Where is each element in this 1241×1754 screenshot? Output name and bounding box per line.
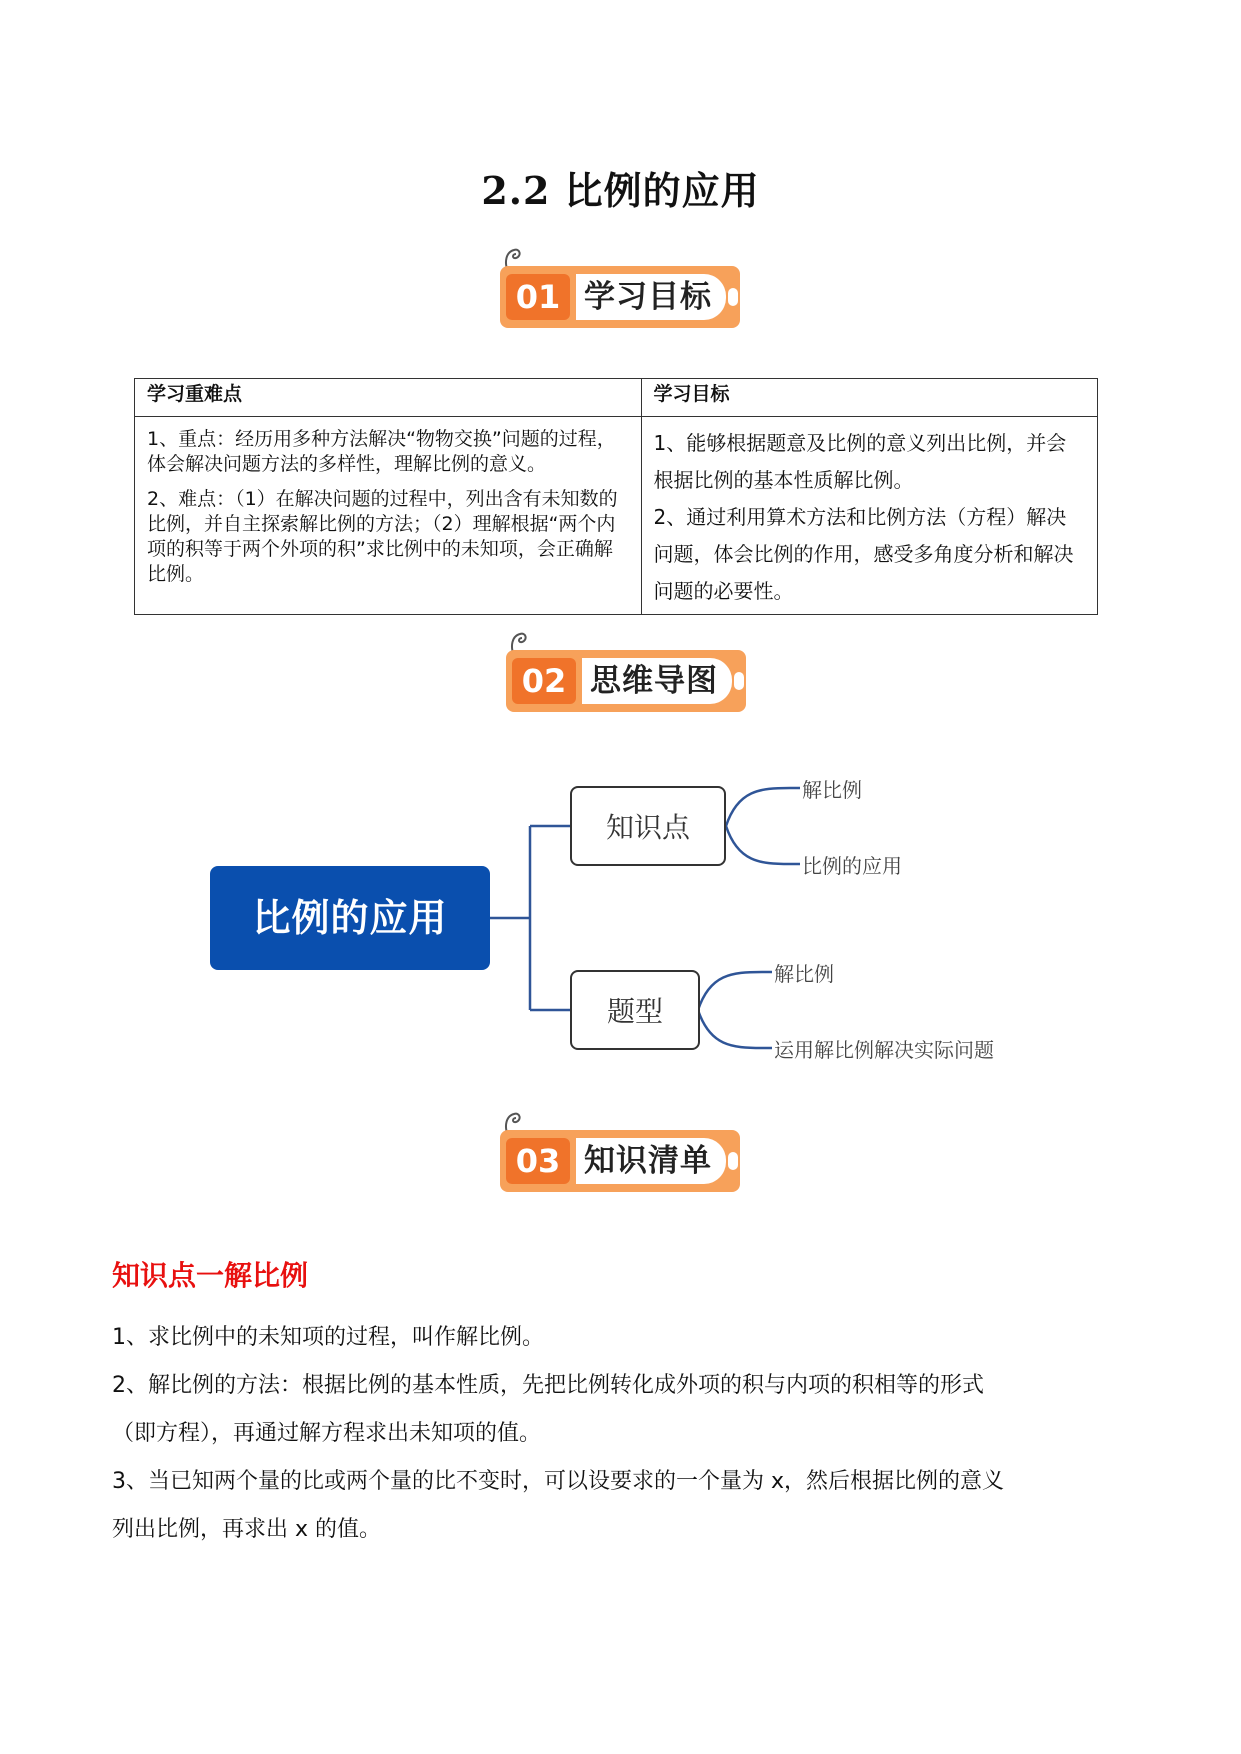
section-badge-knowledge [500, 1108, 740, 1192]
knowledge-line: 3、当已知两个量的比或两个量的比不变时，可以设要求的一个量为 x，然后根据比例的意义 [112, 1469, 1005, 1494]
knowledge-heading: 知识点一解比例 [112, 1259, 309, 1292]
mind-map-leaf: 解比例 [774, 962, 834, 986]
mind-map-leaf: 解比例 [802, 778, 862, 802]
difficulty-item: 2、难点：（1）在解决问题的过程中，列出含有未知数的比例，并自主探索解比例的方法；（2）理解根据“两个内项的积等于两个外项的积”求比例中的未知项，会正确解比例。 [147, 488, 618, 585]
knowledge-line: 2、解比例的方法：根据比例的基本性质，先把比例转化成外项的积与内项的积相等的形式 [112, 1373, 985, 1398]
badge-label: 知识清单 [576, 1138, 726, 1184]
mind-map-leaf: 运用解比例解决实际问题 [774, 1038, 994, 1062]
mind-map-branch-types: 题型 [570, 970, 700, 1050]
badge-notch [728, 288, 738, 306]
section-badge-mindmap [506, 628, 746, 712]
knowledge-body [112, 1314, 1122, 1554]
mind-map-root: 比例的应用 [210, 866, 490, 970]
badge-notch [734, 672, 744, 690]
difficulty-item: 1、重点：经历用多种方法解决“物物交换”问题的过程，体会解决问题方法的多样性，理解比例的意义。 [147, 428, 616, 475]
table-cell-difficulties [135, 417, 642, 615]
mind-map-branch-knowledge: 知识点 [570, 786, 726, 866]
goal-item: 2、通过利用算术方法和比例方法（方程）解决问题，体会比例的作用，感受多角度分析和解决问题的必要性。 [653, 505, 1074, 603]
mind-map [190, 760, 1050, 1080]
knowledge-line: （即方程），再通过解方程求出未知项的值。 [112, 1421, 542, 1446]
badge-number: 01 [506, 274, 570, 320]
knowledge-line: 列出比例，再求出 x 的值。 [112, 1517, 382, 1542]
badge-number: 03 [506, 1138, 570, 1184]
badge-number: 02 [512, 658, 576, 704]
table-header-difficulties: 学习重难点 [135, 379, 642, 417]
page-title: 2.2 比例的应用 [481, 168, 760, 213]
table-header-goals: 学习目标 [641, 379, 1098, 417]
badge-label: 思维导图 [582, 658, 732, 704]
goal-item: 1、能够根据题意及比例的意义列出比例，并会根据比例的基本性质解比例。 [653, 431, 1067, 492]
badge-notch [728, 1152, 738, 1170]
mind-map-leaf: 比例的应用 [802, 854, 902, 878]
knowledge-line: 1、求比例中的未知项的过程，叫作解比例。 [112, 1325, 544, 1350]
badge-label: 学习目标 [576, 274, 726, 320]
goals-table [134, 378, 1098, 615]
section-badge-goals [500, 244, 740, 328]
table-cell-goals [641, 417, 1098, 615]
